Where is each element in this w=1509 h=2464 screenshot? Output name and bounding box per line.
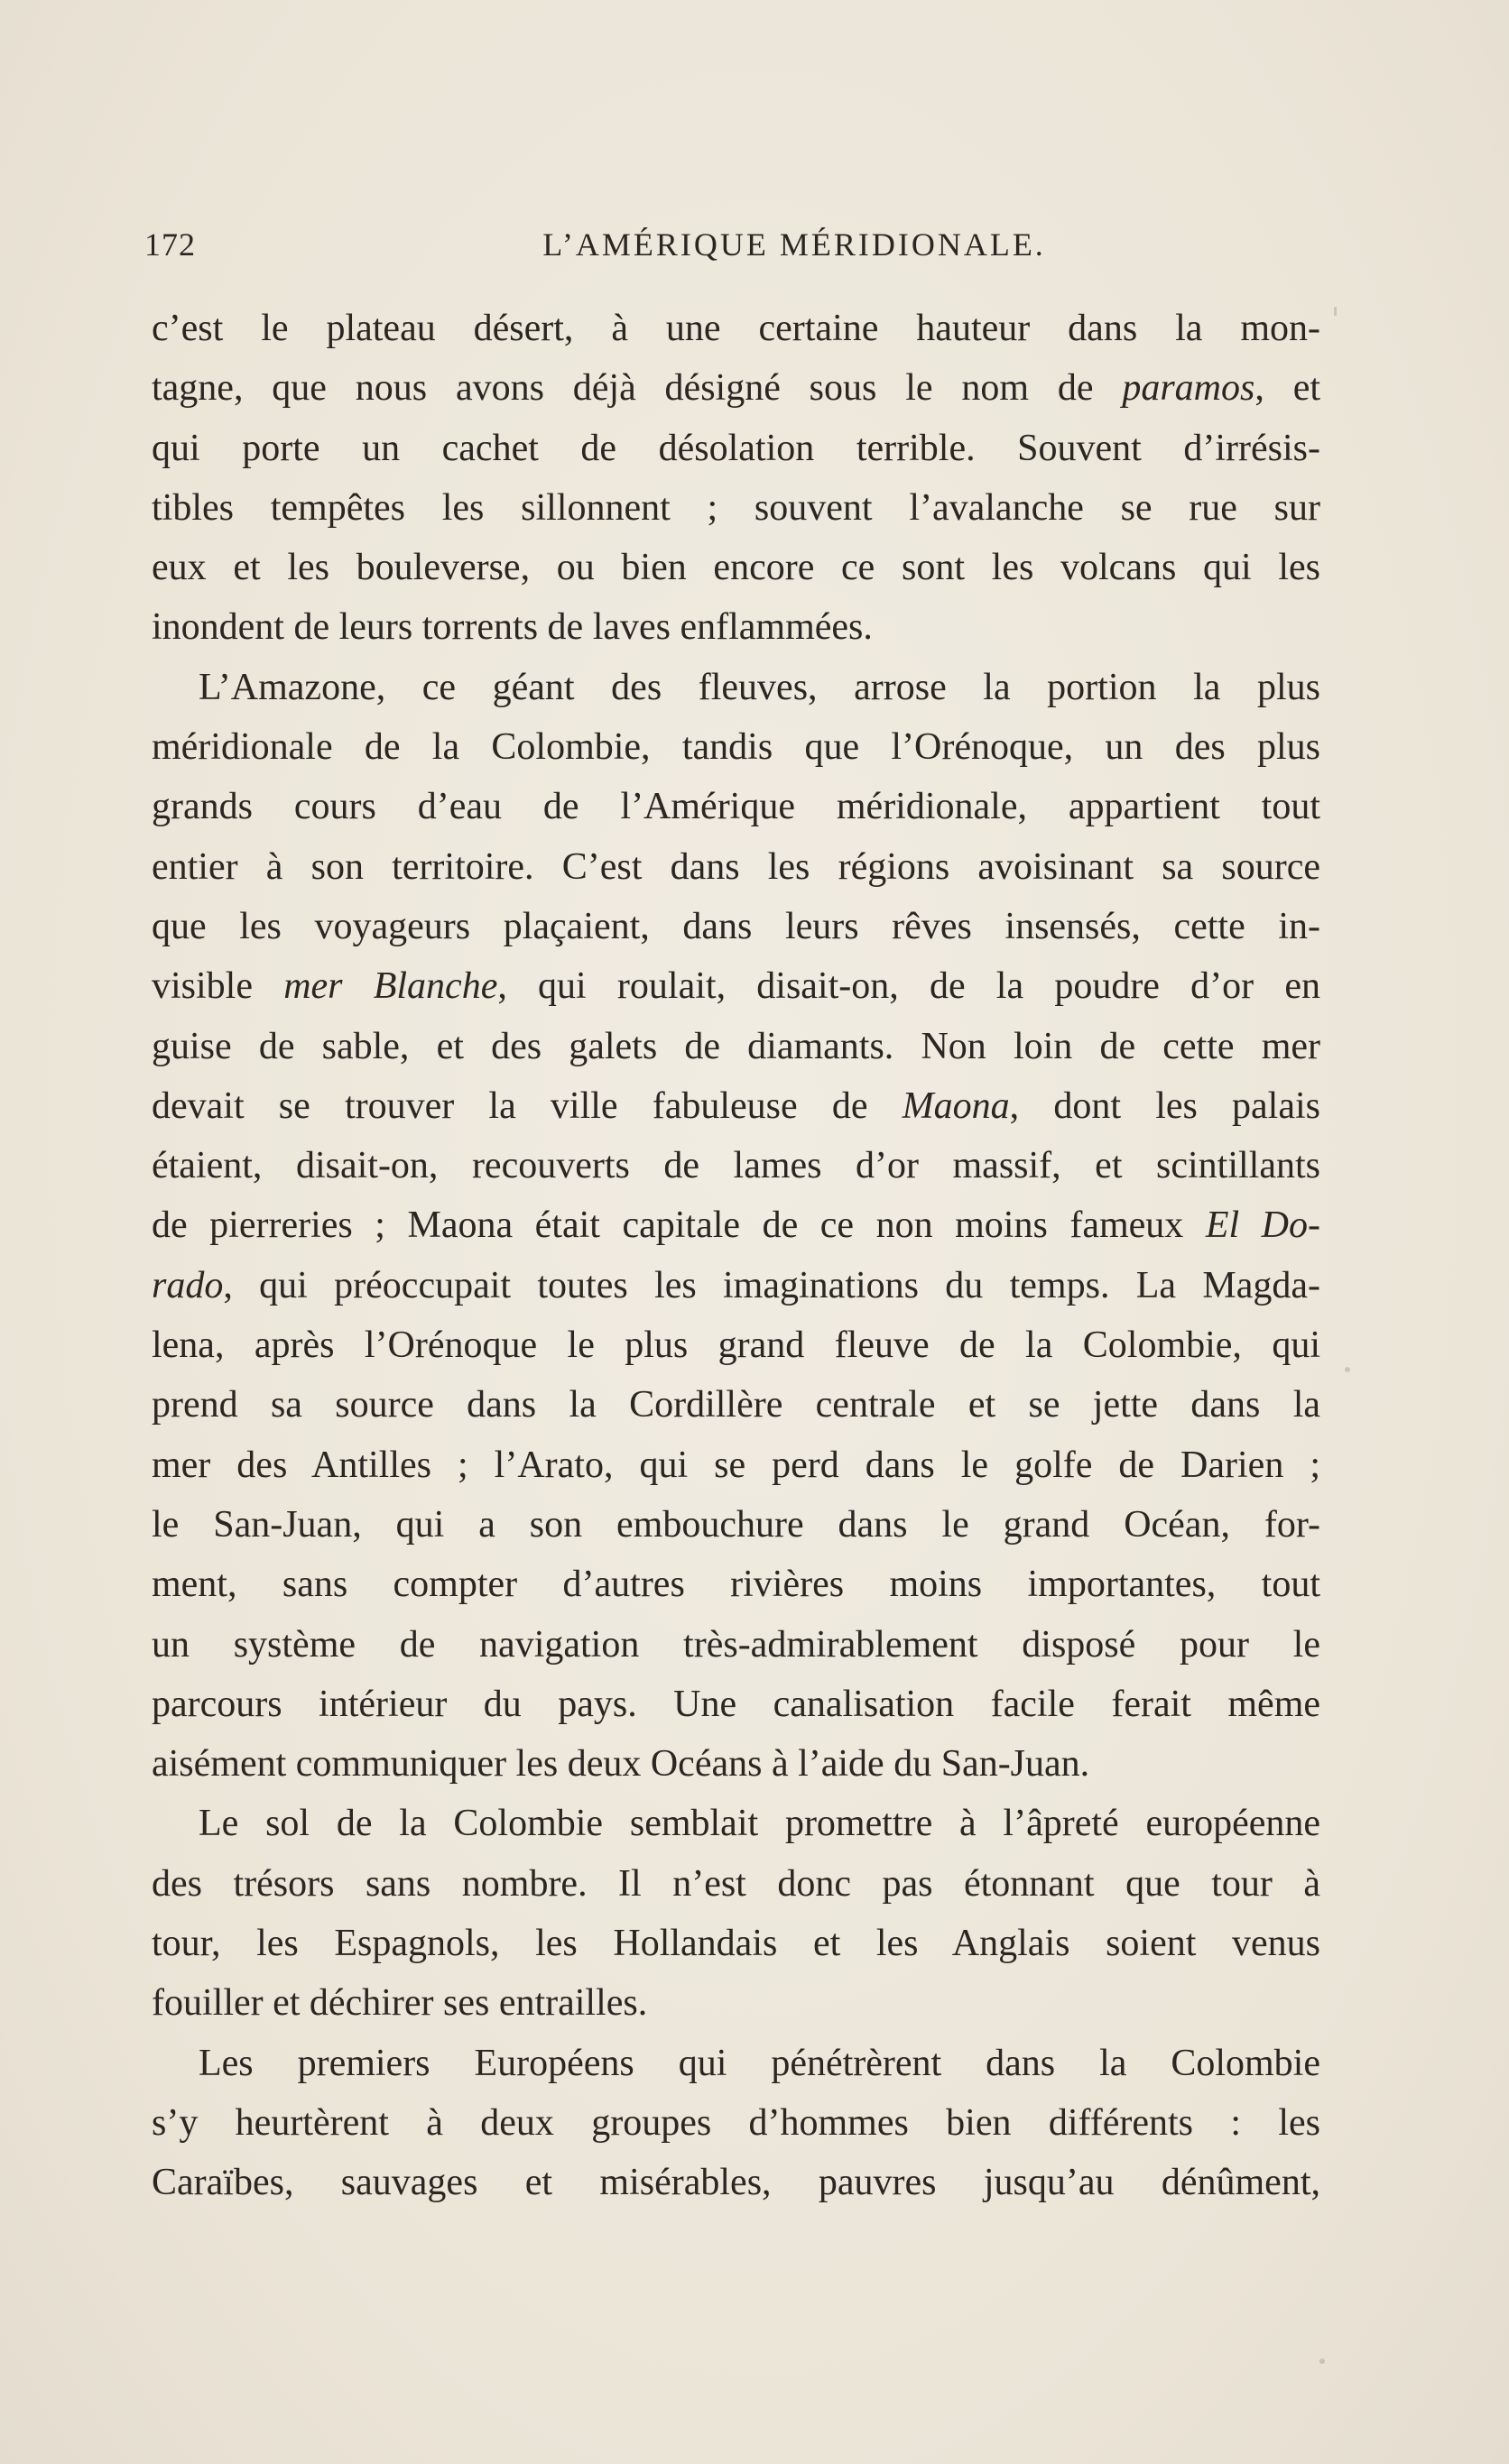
text-line: aisément communiquer les deux Océans à l’aide du San-Juan.: [152, 1743, 1090, 1786]
text-line: Les premiers Européens qui pénétrèrent dans la Colombie: [199, 2042, 1320, 2084]
italic-term: paramos: [1122, 367, 1255, 410]
text-line: qui porte un cachet de désolation terrible. Souvent d’irrésis-: [152, 427, 1320, 469]
italic-term: Maona: [902, 1084, 1010, 1127]
text-line: guise de sable, et des galets de diamants. Non loin de cette mer: [152, 1025, 1320, 1067]
text-line: c’est le plateau désert, à une certaine hauteur dans la mon-: [152, 308, 1320, 349]
paper-speck: [1334, 307, 1337, 316]
text-line: lena, après l’Orénoque le plus grand fleuve de la Colombie, qui: [152, 1324, 1320, 1367]
italic-term: rado: [152, 1264, 224, 1306]
text-line: le San-Juan, qui a son embouchure dans le grand Océan, for-: [152, 1503, 1320, 1546]
italic-term: mer Blanche: [283, 965, 498, 1008]
text-line: tagne, que nous avons déjà désigné sous le nom de paramos, et: [152, 367, 1321, 410]
text-line: tour, les Espagnols, les Hollandais et les Anglais soient venus: [152, 1923, 1320, 1965]
text-line: de pierreries ; Maona était capitale de ce non moins fameux El Do-: [152, 1204, 1320, 1247]
text-line: grands cours d’eau de l’Amérique méridionale, appartient tout: [152, 786, 1320, 828]
text-line: que les voyageurs plaçaient, dans leurs rêves insensés, cette in-: [152, 905, 1320, 947]
running-header: [144, 226, 1320, 262]
text-line: s’y heurtèrent à deux groupes d’hommes bien différents : les: [152, 2101, 1320, 2144]
text-line: eux et les bouleverse, ou bien encore ce sont les volcans qui les: [152, 547, 1320, 589]
text-line: méridionale de la Colombie, tandis que l’Orénoque, un des plus: [152, 726, 1320, 769]
text-line: des trésors sans nombre. Il n’est donc pas étonnant que tour à: [152, 1862, 1320, 1905]
text-line: visible mer Blanche, qui roulait, disait-on, de la poudre d’or en: [152, 965, 1320, 1008]
body-text: [152, 299, 1320, 2213]
text-line: un système de navigation très-admirablement disposé pour le: [152, 1623, 1320, 1666]
text-line: tibles tempêtes les sillonnent ; souvent l’avalanche se rue sur: [152, 486, 1320, 529]
text-line: devait se trouver la ville fabuleuse de Maona, dont les palais: [152, 1084, 1320, 1127]
text-line: inondent de leurs torrents de laves enflammées.: [152, 606, 873, 649]
italic-term: El Do-: [1205, 1204, 1320, 1247]
text-line: étaient, disait-on, recouverts de lames d’or massif, et scintillants: [152, 1145, 1320, 1187]
text-line: mer des Antilles ; l’Arato, qui se perd dans le golfe de Darien ;: [152, 1444, 1320, 1486]
text-line: Le sol de la Colombie semblait promettre à l’âpreté européenne: [199, 1803, 1320, 1845]
text-line: parcours intérieur du pays. Une canalisation facile ferait même: [152, 1683, 1320, 1725]
page-number: 172: [144, 226, 196, 263]
text-line: rado, qui préoccupait toutes les imaginations du temps. La Magda-: [152, 1264, 1320, 1306]
running-title: L’AMÉRIQUE MÉRIDIONALE.: [542, 226, 1046, 263]
text-line: Caraïbes, sauvages et misérables, pauvres jusqu’au dénûment,: [152, 2162, 1320, 2204]
text-line: entier à son territoire. C’est dans les régions avoisinant sa source: [152, 845, 1320, 888]
paper-speck: [1345, 1367, 1350, 1372]
text-line: prend sa source dans la Cordillère centrale et se jette dans la: [152, 1384, 1320, 1426]
text-line: L’Amazone, ce géant des fleuves, arrose la portion la plus: [199, 666, 1320, 708]
paper-speck: [1319, 2358, 1325, 2364]
text-line: fouiller et déchirer ses entrailles.: [152, 1982, 648, 2025]
text-line: ment, sans compter d’autres rivières moins importantes, tout: [152, 1564, 1320, 1606]
